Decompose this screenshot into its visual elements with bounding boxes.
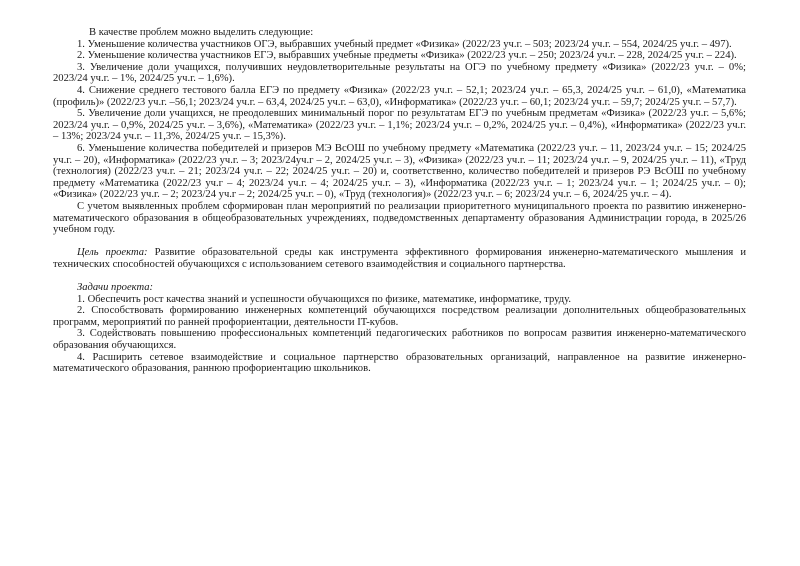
task-item-4: 4. Расширить сетевое взаимодействие и социальное партнерство образовательных организаций, направленное на развитие инженерно-математического образования, раннюю профориентацию школьников. [53,351,746,375]
problem-item-2: 2. Уменьшение количества участников ЕГЭ, выбравших учебные предметы «Физика» (2022/23 уч.г. – 250; 2023/24 уч.г. – 228, 2024/25 уч.г. – 224). [77,50,737,62]
problem-item-4: 4. Снижение среднего тестового балла ЕГЭ по предмету «Физика» (2022/23 уч.г. – 52,1; 2023/24 уч.г. – 65,3, 2024/25 уч.г. – 61,0), «Математика (профиль)» (2022/23 уч.г. –56,1; 2023/24 уч.г. – 63,4, 2024/25 уч.г. – 63,0), «Информатика» (2022/23 уч.г. – 60,1; 2023/24 уч.г. – 59,7; 2024/25 уч.г. – 57,7). [53,84,746,108]
problem-item-5: 5. Увеличение доли учащихся, не преодолевших минимальный порог по результатам ЕГЭ по учебным предметам «Физика» (2022/23 уч.г. – 5,6%; 2023/24 уч.г. – 0,9%, 2024/25 уч.г. – 3,6%), «Математика» (2022/23 уч.г. – 1,1%; 2023/24 уч.г. – 0,2%, 2024/25 уч.г. – 0,4%), «Информатика» (2022/23 уч.г. – 13%; 2023/24 уч.г. – 11,3%, 2024/25 уч.г. – 15,3%). [53,108,746,143]
spacer [53,236,746,248]
problem-item-1: 1. Уменьшение количества участников ОГЭ, выбравших учебный предмет «Физика» (2022/23 уч.г. – 503; 2023/24 уч.г. – 554, 2024/25 уч.г. – 497). [77,38,732,50]
plan-paragraph: С учетом выявленных проблем сформирован план мероприятий по реализации приоритетного муниципального проекта по развитию инженерно-математического образования в общеобразовательных учреждениях, подведомственных департаменту образования Администрации города, в 2025/26 учебном году. [53,200,746,236]
goal-label: Цель проекта: [77,247,148,259]
document-page [53,27,746,375]
problem-item-6: 6. Уменьшение количества победителей и призеров МЭ ВсОШ по учебному предмету «Математика (2022/23 уч.г. – 11, 2023/24 уч.г. – 15; 2024/25 уч.г. – 20), «Информатика» (2022/23 уч.г. – 3; 2023/24уч.г – 2, 2024/25 уч.г. – 3), «Физика» (2022/23 уч.г. – 11; 2023/24 уч.г. – 9, 2024/25 уч.г. – 11), «Труд (технология) (2022/23 уч.г. – 21; 2023/24 уч.г. – 22; 2024/25 уч.г. – 20) и, соответственно, количество победителей и призеров РЭ ВсОШ по учебному предмету «Математика (2022/23 уч.г – 4; 2023/24 уч.г. – 4; 2024/25 уч.г. – 3), «Информатика (2022/23 уч.г. – 1; 2023/24 уч.г. – 1; 2024/25 уч.г. – 0); «Физика» (2022/23 уч.г. – 2; 2023/24 уч.г – 2; 2024/25 уч.г. – 0), «Труд (технология)» (2022/23 уч.г. – 6; 2023/24 уч.г. – 6, 2024/25 уч.г. – 4). [53,142,746,201]
goal-text: Развитие образовательной среды как инструмента эффективного формирования инженерно-математического мышления и технических способностей обучающихся с использованием сетевого взаимодействия и социального партнерства. [53,247,746,270]
spacer [53,270,746,282]
goal-paragraph [53,247,746,270]
problem-item-3: 3. Увеличение доли учащихся, получивших неудовлетворительные результаты на ОГЭ по учебному предмету «Физика» (2022/23 уч.г. – 0%; 2023/24 уч.г. – 1%, 2024/25 уч.г. – 1,6%). [53,61,746,85]
task-item-3: 3. Содействовать повышению профессиональных компетенций педагогических работников по вопросам развития инженерно-математического образования обучающихся. [53,328,746,352]
task-item-2: 2. Способствовать формированию инженерных компетенций обучающихся посредством реализации дополнительных общеобразовательных программ, мероприятий по ранней профориентации, деятельности IT-кубов. [53,305,746,328]
task-item-1: 1. Обеспечить рост качества знаний и успешности обучающихся по физике, математике, информатике, труду. [77,293,572,305]
tasks-label: Задачи проекта: [77,282,154,294]
intro-paragraph: В качестве проблем можно выделить следующие: [89,27,314,38]
